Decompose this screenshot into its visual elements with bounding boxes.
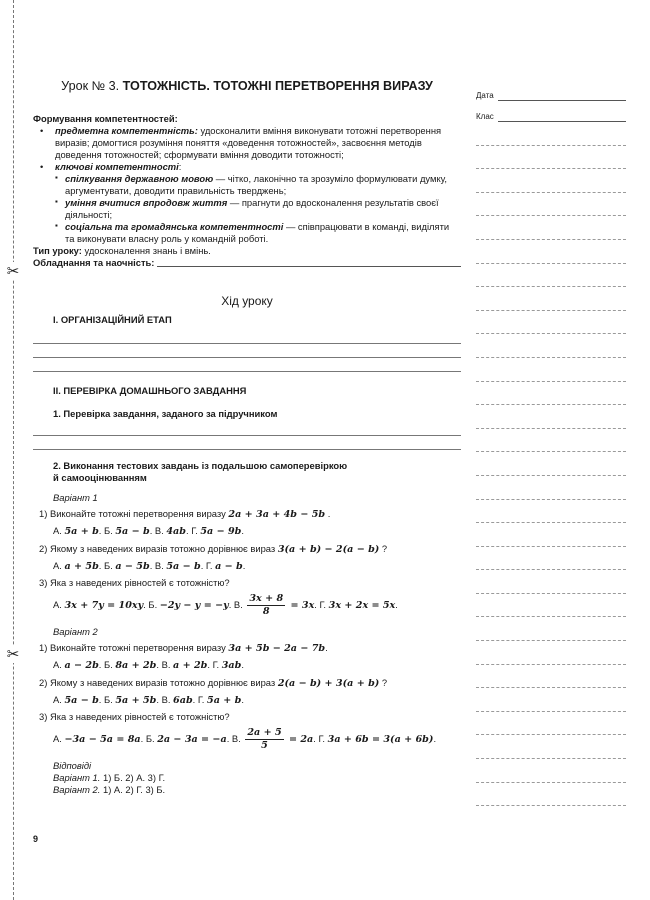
key-competences-colon: : [178,161,182,173]
note-rule[interactable] [476,358,626,382]
answer-options [53,525,461,538]
option-label: . Б. [140,733,158,745]
option-value: a − 2b [64,660,99,672]
option-label: . В. [226,733,244,745]
writing-line[interactable] [33,436,461,450]
option-label: . Г. [192,693,208,705]
option-value: 3x + 7y = 10xy [64,600,144,612]
equipment-blank[interactable] [157,257,461,266]
option-label: . Г. [314,599,329,611]
stage-2-sub-1: 1. Перевірка завдання, заданого за підручником [53,407,278,419]
key-competence-label: соціальна та громадянська компетентності [65,221,284,233]
option-value: 5a − b [64,694,99,706]
note-rule[interactable] [476,122,626,146]
lesson-progress-title: Хід уроку [221,293,273,308]
key-competence-text: — прагнути до вдосконалення результатів своєї діяльності; [65,197,439,221]
key-competence-text: — співпрацювати в команді, виділяти та виконувати власну роль у командній роботі. [65,221,450,245]
page-number: 9 [33,834,39,844]
side-notes-column [476,80,626,806]
lesson-type-label: Тип уроку: [33,245,82,257]
option-label: . В. [149,559,167,571]
list-item [33,125,461,161]
note-rule[interactable] [476,688,626,712]
fraction-denominator: 5 [261,740,268,752]
class-label: Клас [476,111,494,121]
note-rule[interactable] [476,311,626,335]
answers-variant-text: 1) А. 2) Г. 3) Б. [100,784,166,796]
option-label: А. [53,659,65,671]
option-label: А. [53,559,65,571]
competences-heading: Формування компетентностей: [33,113,178,125]
equipment-row [33,257,461,269]
question [39,677,461,690]
option-value: 5a + b [64,526,99,538]
option-value: 5a + b [207,694,242,706]
class-blank[interactable] [498,111,626,122]
option-value: 6ab [173,694,193,706]
note-rule[interactable] [476,783,626,807]
stage-1-writing-lines[interactable] [33,330,461,372]
note-rule[interactable] [476,547,626,571]
note-rule[interactable] [476,429,626,453]
question-text: 2) Якому з наведених виразів тотожно дорівнює вираз [39,676,278,688]
option-label: . Б. [98,693,116,705]
list-item [55,221,461,245]
answer-options [53,694,461,707]
note-rule[interactable] [476,146,626,170]
option-label: . Б. [143,599,160,611]
answers-variant-label: Варіант 2. [53,784,101,796]
lesson-prefix: Урок № 3. [61,79,120,93]
note-rule[interactable] [476,287,626,311]
answer-options [53,560,461,573]
option-label: . Г. [185,525,201,537]
note-rule[interactable] [476,523,626,547]
note-rule[interactable] [476,735,626,759]
note-rule[interactable] [476,665,626,689]
key-competences-list [55,173,461,245]
math-expression: 2a + 3a + 4b − 5b [228,509,326,521]
option-label: . Б. [98,659,116,671]
punctuation: . [325,508,331,520]
option-value: 5a − 9b [200,526,242,538]
lesson-title-text: ТОТОЖНІСТЬ. ТОТОЖНІ ПЕРЕТВОРЕННЯ ВИРАЗУ [122,79,433,93]
equipment-label: Обладнання та наочність: [33,257,155,269]
punctuation: ? [379,676,388,688]
option-value: −3a − 5a = 8a [64,734,141,746]
punctuation: . [395,599,398,611]
answers-variant-text: 1) Б. 2) А. 3) Г. [100,772,166,784]
question-text: 1) Виконайте тотожні перетворення виразу [39,642,229,654]
subject-competence-label: предметна компетентність: [55,125,198,137]
math-expression: 3a + 5b − 2a − 7b [228,643,326,655]
option-value: 2a − 3a = −a [157,734,227,746]
note-rule[interactable] [476,476,626,500]
option-value: 3a + 6b = 3(a + 6b) [327,734,434,746]
fraction-numerator: 3x + 8 [249,593,284,605]
date-label: Дата [476,90,494,100]
note-rule[interactable] [476,216,626,240]
option-label: . В. [156,693,174,705]
note-rule[interactable] [476,193,626,217]
option-value: a − b [215,560,243,572]
writing-line[interactable] [33,358,461,372]
lesson-plan [33,78,461,796]
option-label: . В. [156,659,174,671]
option-label: . Г. [200,559,216,571]
list-item [55,197,461,221]
answers-heading: Відповіді [53,760,92,772]
fraction-numerator: 2a + 5 [247,727,282,739]
option-value: a + 5b [64,560,99,572]
competences-list [33,125,461,245]
option-value: 3ab [221,660,242,672]
key-competence-text: — чітко, лаконічно та зрозуміло формулювати думку, аргументувати, доводити правильність тверджень; [65,173,447,197]
option-label: . В. [228,599,246,611]
date-field[interactable] [476,80,626,101]
fraction [245,727,283,752]
stage-2-sub-2-line-2: й самооцінюванням [53,472,147,483]
option-label: А. [53,733,65,745]
option-value: 5a + 5b [115,694,157,706]
option-value: = 2a [285,734,314,746]
question-text: 2) Якому з наведених виразів тотожно дорівнює вираз [39,542,278,554]
question [39,711,461,723]
note-rule[interactable] [476,405,626,429]
note-rule[interactable] [476,617,626,641]
note-rule[interactable] [476,334,626,358]
key-competence-label: спілкування державною мовою [65,173,214,185]
fraction-denominator: 8 [262,606,270,618]
question [39,543,461,556]
note-rule[interactable] [476,500,626,524]
option-label: . Б. [98,559,116,571]
writing-line[interactable] [33,422,461,436]
option-value: = 3x [287,600,315,612]
punctuation: . [241,659,244,671]
punctuation: . [241,693,244,705]
note-rule[interactable] [476,382,626,406]
stage-2-writing-lines[interactable] [33,422,461,450]
question-text: 3) Яка з наведених рівностей є тотожністю? [39,711,230,723]
note-rule[interactable] [476,452,626,476]
stage-2-title: II. ПЕРЕВІРКА ДОМАШНЬОГО ЗАВДАННЯ [53,384,247,396]
option-label: . В. [149,525,167,537]
option-label: . Б. [98,525,116,537]
answer-options [53,659,461,672]
stage-2-sub-2-line-1: 2. Виконання тестових завдань із подальшою самоперевіркою [53,459,348,471]
key-competence-label: уміння вчитися впродовж життя [65,197,228,209]
option-label: . Г. [313,733,328,745]
note-rule[interactable] [476,759,626,783]
option-value: 5a − b [115,526,150,538]
question-text: 1) Виконайте тотожні перетворення виразу [39,508,229,520]
answer-options [53,593,461,618]
key-competences-label: ключові компетентності [55,161,179,173]
variant-1-title: Варіант 1 [53,492,98,504]
question [39,508,461,521]
scissors-icon: ✂ [4,645,22,663]
subject-competence-text: удосконалити вміння виконувати тотожні перетворення виразів; домогтися розуміння поняття «доведення тотожностей», засвоєння методів доведення тотожностей; сформувати вміння доводити тотожності; [55,125,442,161]
answers-variant-1 [53,772,461,784]
math-expression: 3(a + b) − 2(a − b) [277,543,380,555]
date-blank[interactable] [498,90,626,101]
list-item [33,161,461,245]
question-text: 3) Яка з наведених рівностей є тотожністю? [39,577,230,589]
lesson-type [33,245,461,257]
punctuation: . [433,733,437,745]
variant-2-title: Варіант 2 [53,626,98,638]
option-value: −2y − y = −y [159,600,229,612]
option-value: 4ab [166,526,186,538]
answers-variant-label: Варіант 1. [53,772,101,784]
option-label: . Г. [207,659,222,671]
fraction [247,593,285,618]
option-label: А. [53,693,65,705]
option-value: 8a + 2b [115,660,157,672]
note-rule[interactable] [476,594,626,618]
stage-2-sub-2 [53,460,461,484]
punctuation: . [325,642,328,654]
lesson-title [33,78,461,94]
option-value: 5a − b [166,560,201,572]
punctuation: . [241,525,244,537]
writing-line[interactable] [33,344,461,358]
option-label: А. [53,525,65,537]
note-rule[interactable] [476,570,626,594]
note-rule[interactable] [476,712,626,736]
math-expression: 2(a − b) + 3(a + b) [277,677,380,689]
class-field[interactable] [476,101,626,122]
scissors-icon: ✂ [4,262,22,280]
option-label: А. [53,599,65,611]
note-rule[interactable] [476,641,626,665]
note-rule[interactable] [476,169,626,193]
punctuation: . [242,559,246,571]
stage-1-title: I. ОРГАНІЗАЦІЙНИЙ ЕТАП [53,313,172,325]
note-rules[interactable] [476,122,626,806]
option-value: 3x + 2x = 5x [328,600,396,612]
option-value: a − 5b [115,560,150,572]
lesson-type-value: удосконалення знань і вмінь. [81,245,211,257]
punctuation: ? [379,542,388,554]
question [39,577,461,589]
list-item [55,173,461,197]
writing-line[interactable] [33,330,461,344]
note-rule[interactable] [476,264,626,288]
answers-variant-2 [53,784,461,796]
note-rule[interactable] [476,240,626,264]
question [39,642,461,655]
option-value: a + 2b [173,660,208,672]
answer-options [53,727,461,752]
cut-line [13,0,14,900]
